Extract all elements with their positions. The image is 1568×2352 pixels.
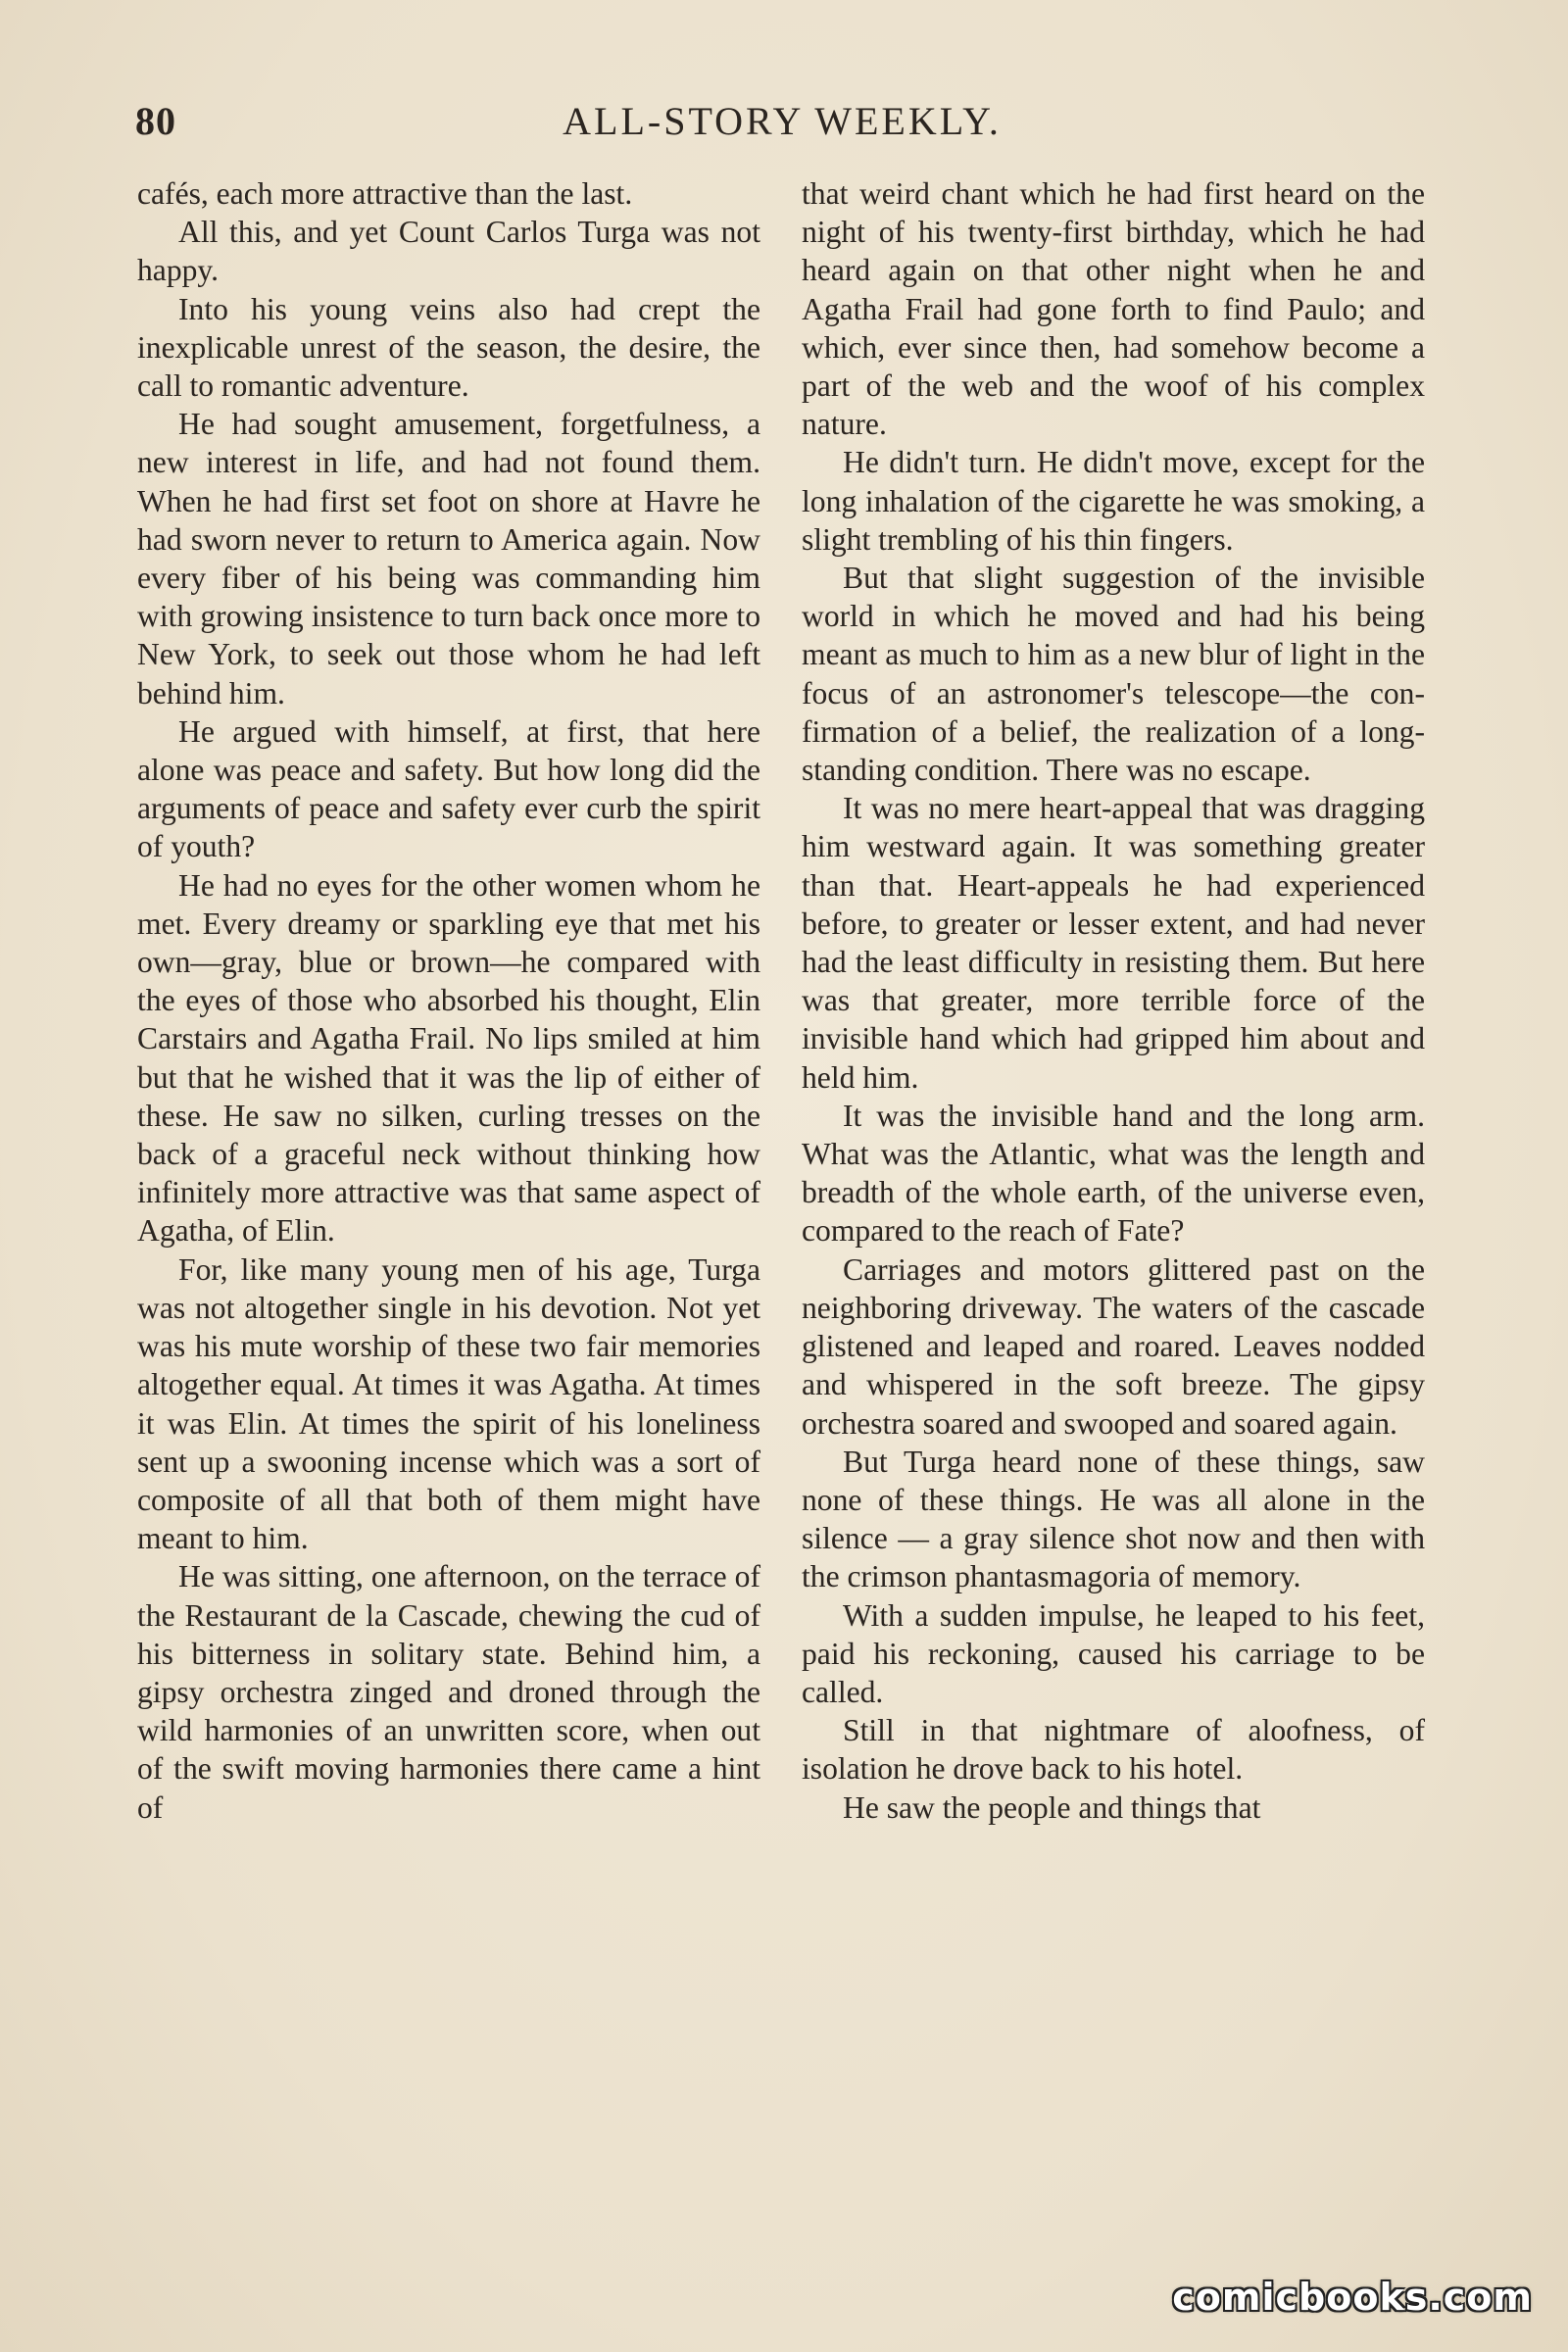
paragraph: But that slight suggestion of the invisible world in which he moved and had his being meant as much to him as a new blur of light in the focus of an astronomer's telescope—the confirmation of a belief, the realization of a long-standing condition. There was no escape. [802, 561, 1425, 788]
running-head-title: ALL-STORY WEEKLY. [563, 99, 1002, 143]
paragraph: that weird chant which he had first heard on the night of his twenty-first birthday, which he had heard again on that other night when he and Agatha Frail had gone forth to find Paulo; and which, ever since then, had somehow become a part of the web and the woof of his complex nature. [802, 176, 1425, 442]
left-text-column [137, 174, 760, 1827]
paragraph: With a sudden impulse, he leaped to his feet, paid his reckoning, caused his carriage to be called. [802, 1597, 1425, 1709]
paragraph: It was the invisible hand and the long arm. What was the Atlantic, what was the length and breadth of the whole earth, of the universe even, compared to the reach of Fate? [802, 1098, 1425, 1249]
paragraph: He argued with himself, at first, that here alone was peace and safety. But how long did the arguments of peace and safety ever curb the spirit of youth? [137, 713, 760, 864]
page-number: 80 [135, 99, 176, 143]
site-watermark: comicbooks.com [1172, 2276, 1533, 2319]
paragraph: He didn't turn. He didn't move, except for the long inhalation of the cigarette he was smoking, a slight trembling of his thin fingers. [802, 445, 1425, 557]
paragraph: He was sitting, one afternoon, on the terrace of the Restaurant de la Cascade, chewing the cud of his bitterness in solitary state. Behind him, a gipsy orchestra zinged and droned through the wild harmonies of an unwritten score, when out of the swift moving harmonies there came a hint of [137, 1559, 760, 1825]
paragraph: He saw the people and things that [843, 1789, 1261, 1825]
paragraph: Carriages and motors glittered past on the neighboring driveway. The waters of the cascade glistened and leaped and roared. Leaves nodded and whispered in the soft breeze. The gipsy orchestra soared and swooped and soared again. [802, 1251, 1425, 1441]
paragraph: Into his young veins also had crept the inexplicable unrest of the season, the desire, the call to romantic adventure. [137, 291, 760, 404]
paragraph: All this, and yet Count Carlos Turga was not happy. [137, 215, 760, 288]
paragraph: He had sought amusement, forgetfulness, a new interest in life, and had not found them. When he had first set foot on shore at Havre he had sworn never to return to America again. Now every fiber of his being was commanding him with growing insistence to turn back once more to New York, to seek out those whom he had left behind him. [137, 407, 760, 710]
paragraph: For, like many young men of his age, Turga was not altogether single in his devotion. Not yet was his mute worship of these two fair memories altogether equal. At times it was Agatha. At times it was Elin. At times the spirit of his loneliness sent up a swooning incense which was a sort of composite of all that both of them might have meant to him. [137, 1251, 760, 1556]
paragraph: cafés, each more attractive than the last. [137, 176, 633, 211]
paragraph: He had no eyes for the other women whom he met. Every dreamy or sparkling eye that met his own—gray, blue or brown—he compared with the eyes of those who absorbed his thought, Elin Carstairs and Agatha Frail. No lips smiled at him but that he wished that it was the lip of either of these. He saw no silken, curling tresses on the back of a graceful neck without thinking how infinitely more attractive was that same aspect of Agatha, of Elin. [137, 867, 760, 1249]
paragraph: It was no mere heart-appeal that was dragging him westward again. It was something greater than that. Heart-appeals he had experienced before, to greater or lesser extent, and had never had the least difficulty in resisting them. But here was that greater, more terrible force of the invisible hand which had gripped him about and held him. [802, 791, 1425, 1095]
right-text-column [802, 174, 1425, 1827]
paragraph: Still in that nightmare of aloofness, of isolation he drove back to his hotel. [802, 1713, 1425, 1787]
page-header [135, 98, 1429, 157]
paragraph: But Turga heard none of these things, saw none of these things. He was all alone in the silence — a gray silence shot now and then with the crimson phantasmagoria of memory. [802, 1444, 1425, 1594]
